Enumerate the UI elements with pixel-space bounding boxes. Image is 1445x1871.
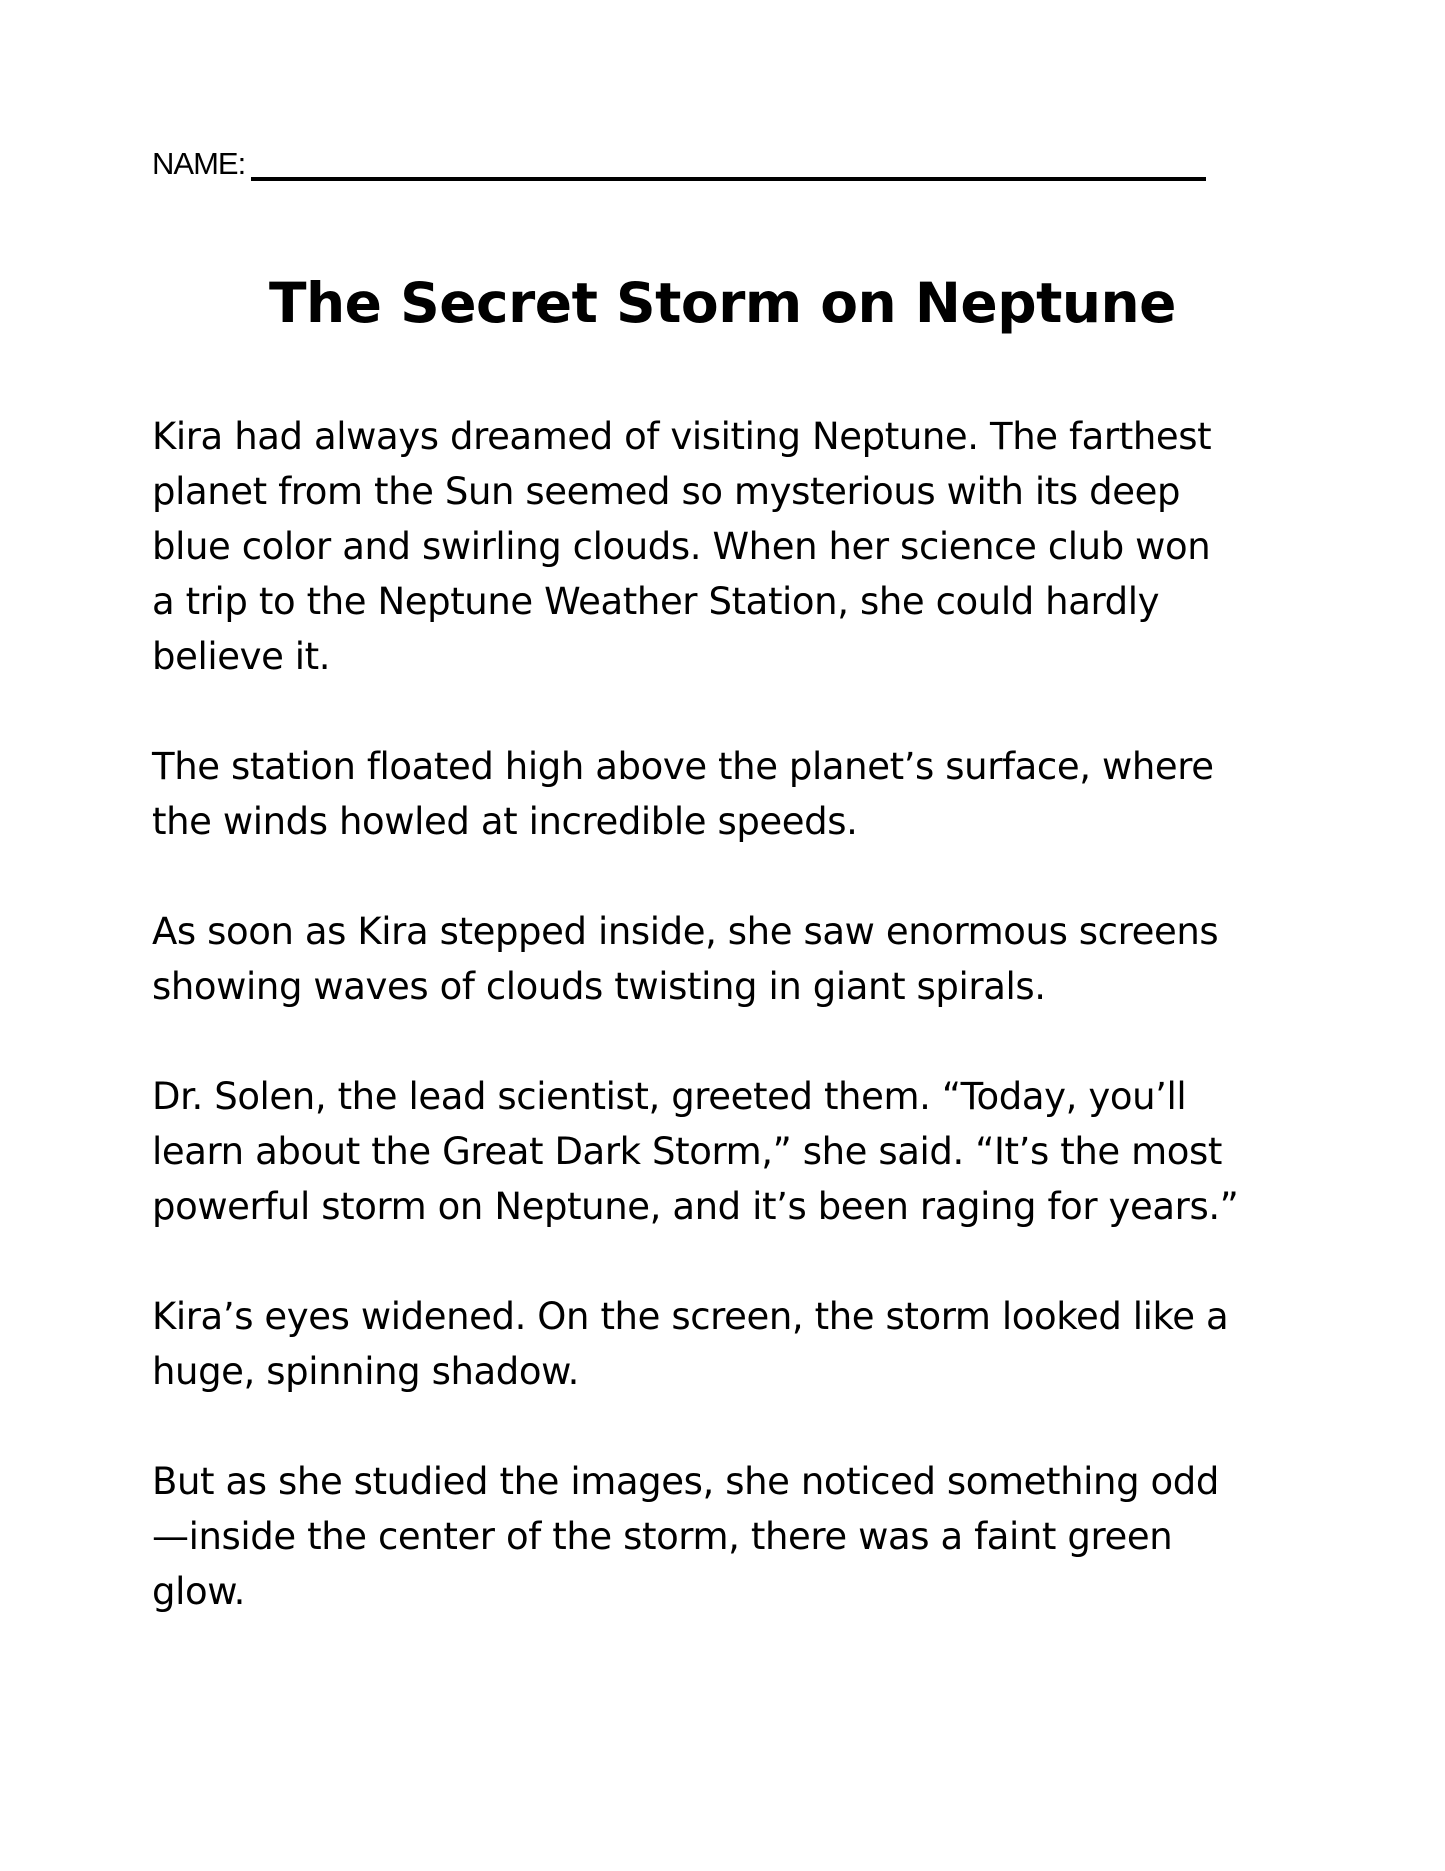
story-paragraph <box>152 739 1312 849</box>
story-paragraph <box>152 1289 1312 1399</box>
name-label: NAME: <box>152 146 246 181</box>
story-line: —inside the center of the storm, there was a faint green <box>152 1515 1173 1558</box>
story-title: The Secret Storm on Neptune <box>269 271 1176 335</box>
story-line: planet from the Sun seemed so mysterious with its deep <box>152 470 1181 513</box>
story-paragraph <box>152 904 1312 1014</box>
story-line: As soon as Kira stepped inside, she saw enormous screens <box>152 910 1219 953</box>
story-line: showing waves of clouds twisting in giant spirals. <box>152 965 1046 1008</box>
story-line: huge, spinning shadow. <box>152 1350 579 1393</box>
story-line: learn about the Great Dark Storm,” she said. “It’s the most <box>152 1130 1222 1173</box>
story-line: a trip to the Neptune Weather Station, she could hardly <box>152 580 1160 623</box>
story-paragraph <box>152 1454 1312 1619</box>
story-line: Kira’s eyes widened. On the screen, the storm looked like a <box>152 1295 1229 1338</box>
story-line: But as she studied the images, she noticed something odd <box>152 1460 1219 1503</box>
story-line: Kira had always dreamed of visiting Neptune. The farthest <box>152 415 1212 458</box>
story-line: Dr. Solen, the lead scientist, greeted them. “Today, you’ll <box>152 1075 1187 1118</box>
story-line: the winds howled at incredible speeds. <box>152 800 858 843</box>
story-line: blue color and swirling clouds. When her science club won <box>152 525 1211 568</box>
name-field-row <box>152 148 1206 181</box>
story-line: believe it. <box>152 635 331 678</box>
story-paragraph <box>152 409 1312 684</box>
story-line: glow. <box>152 1570 246 1613</box>
name-blank-line <box>251 177 1206 181</box>
story-body <box>152 409 1312 1674</box>
story-line: The station floated high above the planet’s surface, where <box>152 745 1214 788</box>
story-paragraph <box>152 1069 1312 1234</box>
story-line: powerful storm on Neptune, and it’s been raging for years.” <box>152 1185 1239 1228</box>
